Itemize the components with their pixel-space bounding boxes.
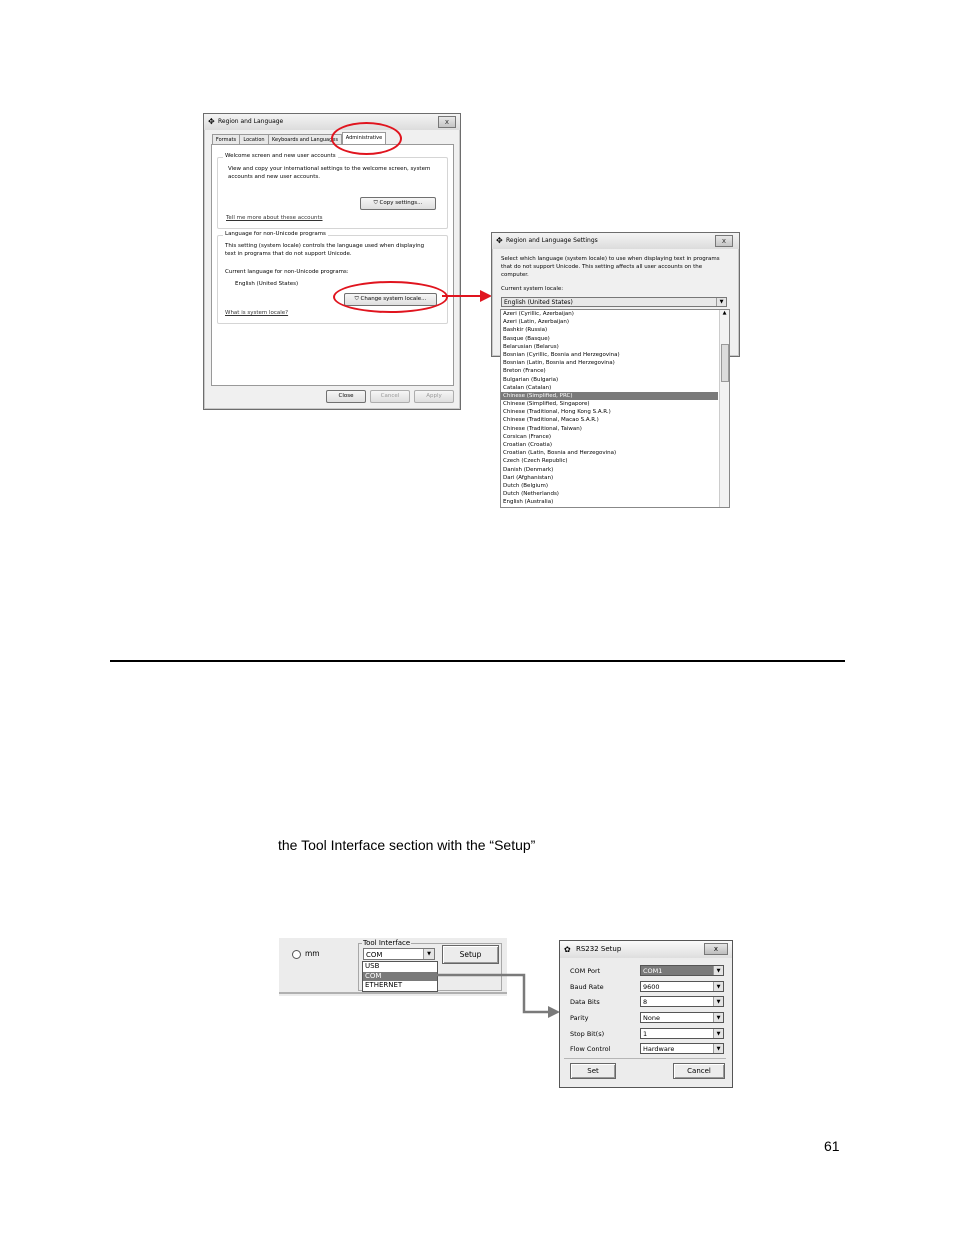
close-dialog-button[interactable]: Close xyxy=(326,390,366,403)
locale-list-item[interactable]: Azeri (Cyrillic, Azerbaijan) xyxy=(503,311,574,317)
close-button[interactable]: x xyxy=(715,235,733,247)
locale-list-item[interactable]: English (Australia) xyxy=(503,499,554,506)
chevron-down-icon[interactable]: ▼ xyxy=(713,1029,723,1038)
chevron-down-icon[interactable]: ▼ xyxy=(423,949,434,959)
locale-list-item[interactable]: Bashkir (Russia) xyxy=(503,327,548,334)
connector-arrow xyxy=(436,970,562,1020)
locale-list-item[interactable]: Chinese (Traditional, Macao S.A.R.) xyxy=(503,417,599,424)
baud-rate-label: Baud Rate xyxy=(570,983,604,991)
close-button[interactable]: x xyxy=(438,116,456,128)
welcome-group-label: Welcome screen and new user accounts xyxy=(225,153,336,159)
locale-dropdown-list[interactable] xyxy=(500,309,730,508)
locale-list-item[interactable]: Chinese (Traditional, Hong Kong S.A.R.) xyxy=(503,409,611,416)
region-language-dialog xyxy=(203,113,461,410)
shield-icon: ⛉ xyxy=(373,200,378,206)
data-bits-combo[interactable] xyxy=(640,996,724,1007)
unit-radio-label: mm xyxy=(305,949,320,958)
set-button[interactable]: Set xyxy=(570,1063,616,1079)
settings-dialog-titlebar[interactable] xyxy=(492,233,739,249)
com-port-label: COM Port xyxy=(570,967,601,975)
locale-list-item[interactable]: Dari (Afghanistan) xyxy=(503,474,554,481)
copy-settings-label: Copy settings... xyxy=(379,200,423,206)
globe-icon: ✥ xyxy=(208,117,215,126)
apply-button[interactable]: Apply xyxy=(414,390,454,403)
chevron-down-icon[interactable]: ▼ xyxy=(713,966,723,975)
baud-rate-combo[interactable] xyxy=(640,981,724,992)
option-ethernet[interactable]: ETHERNET xyxy=(365,981,403,989)
chevron-down-icon[interactable]: ▼ xyxy=(716,298,726,306)
globe-icon: ✥ xyxy=(496,236,503,245)
gear-icon: ✿ xyxy=(564,945,571,954)
tab-formats[interactable]: Formats xyxy=(212,134,240,145)
cancel-button[interactable]: Cancel xyxy=(370,390,410,403)
nonunicode-text-1: This setting (system locale) controls the language used when displaying xyxy=(225,243,425,249)
tab-administrative[interactable]: Administrative xyxy=(342,132,386,146)
system-locale-combo[interactable] xyxy=(501,297,727,307)
parity-label: Parity xyxy=(570,1014,589,1022)
page-number: 61 xyxy=(824,1138,840,1154)
scroll-thumb[interactable] xyxy=(721,344,729,382)
system-locale-combo-value: English (United States) xyxy=(504,299,573,306)
locale-list-item[interactable]: Corsican (France) xyxy=(503,433,552,440)
administrative-tab-highlight xyxy=(331,122,402,155)
locale-list-item[interactable]: Bosnian (Cyrillic, Bosnia and Herzegovina) xyxy=(503,351,620,358)
locale-list-item[interactable]: Chinese (Traditional, Taiwan) xyxy=(503,425,582,432)
current-language-value: English (United States) xyxy=(235,281,299,287)
shield-icon: ⛉ xyxy=(354,296,359,302)
option-com[interactable]: COM xyxy=(363,972,437,982)
scroll-up-icon[interactable]: ▲ xyxy=(722,310,727,316)
stop-bits-value: 1 xyxy=(643,1030,648,1038)
welcome-group xyxy=(217,153,448,229)
current-language-label: Current language for non-Unicode programs: xyxy=(225,269,349,275)
welcome-text-2: accounts and new user accounts. xyxy=(228,174,321,180)
settings-text-2: that do not support Unicode. This setting affects all user accounts on the xyxy=(501,264,703,270)
settings-dialog-title: Region and Language Settings xyxy=(506,237,598,244)
locale-list-item[interactable]: Azeri (Latin, Azerbaijan) xyxy=(503,319,570,326)
body-paragraph: the Tool Interface section with the “Setup” xyxy=(278,837,536,853)
chevron-down-icon[interactable]: ▼ xyxy=(713,1044,723,1053)
welcome-text-1: View and copy your international settings to the welcome screen, system xyxy=(228,166,431,172)
locale-list-item[interactable]: Dutch (Belgium) xyxy=(503,482,548,489)
locale-list-item[interactable]: Croatian (Latin, Bosnia and Herzegovina) xyxy=(503,450,617,457)
flow-control-value: Hardware xyxy=(643,1045,675,1053)
locale-list-item[interactable]: Danish (Denmark) xyxy=(503,466,554,473)
tab-keyboards-languages[interactable]: Keyboards and Languages xyxy=(268,134,342,145)
chevron-down-icon[interactable]: ▼ xyxy=(713,997,723,1006)
nonunicode-group-label: Language for non-Unicode programs xyxy=(225,231,326,237)
com-port-combo[interactable] xyxy=(640,965,724,976)
close-button[interactable]: x xyxy=(704,943,728,955)
stop-bits-label: Stop Bit(s) xyxy=(570,1030,605,1038)
locale-list-item[interactable]: Basque (Basque) xyxy=(503,335,550,342)
locale-list-item[interactable]: Catalan (Catalan) xyxy=(503,384,552,391)
what-is-system-locale-link[interactable]: What is system locale? xyxy=(225,310,289,316)
rs232-titlebar[interactable] xyxy=(560,941,732,958)
tell-me-more-link[interactable]: Tell me more about these accounts xyxy=(226,215,323,221)
rs232-cancel-button[interactable]: Cancel xyxy=(673,1063,725,1079)
unit-radio[interactable] xyxy=(292,950,301,959)
tool-interface-combo-value: COM xyxy=(366,951,383,959)
option-usb[interactable]: USB xyxy=(365,962,380,970)
locale-list-item[interactable]: Dutch (Netherlands) xyxy=(503,491,559,498)
tab-location[interactable]: Location xyxy=(239,134,269,145)
locale-list-item[interactable]: Croatian (Croatia) xyxy=(503,442,553,448)
locale-list-item[interactable]: Bulgarian (Bulgaria) xyxy=(503,376,559,383)
tool-interface-combo[interactable] xyxy=(363,948,435,960)
flow-control-label: Flow Control xyxy=(570,1045,611,1053)
chevron-down-icon[interactable]: ▼ xyxy=(713,1013,723,1022)
list-scrollbar[interactable] xyxy=(719,310,729,507)
locale-list-item[interactable]: Chinese (Simplified, Singapore) xyxy=(503,401,590,408)
tool-interface-dropdown[interactable] xyxy=(362,961,438,992)
current-system-locale-label: Current system locale: xyxy=(501,286,564,292)
rs232-divider xyxy=(564,1058,726,1059)
com-port-value: COM1 xyxy=(643,967,663,975)
copy-settings-button[interactable] xyxy=(360,197,436,210)
locale-list-items xyxy=(501,310,718,507)
data-bits-value: 8 xyxy=(643,998,648,1006)
administrative-panel xyxy=(211,144,454,386)
locale-list-item[interactable]: Breton (France) xyxy=(503,368,546,375)
locale-list-item[interactable]: Bosnian (Latin, Bosnia and Herzegovina) xyxy=(503,360,615,367)
change-locale-highlight xyxy=(333,281,448,313)
baud-rate-value: 9600 xyxy=(643,983,660,991)
locale-list-item[interactable]: Chinese (Simplified, PRC) xyxy=(501,392,718,400)
nonunicode-text-2: text in programs that do not support Unicode. xyxy=(225,251,352,257)
chevron-down-icon[interactable]: ▼ xyxy=(713,982,723,991)
flow-control-combo[interactable] xyxy=(640,1043,724,1054)
locale-list-item[interactable]: Czech (Czech Republic) xyxy=(503,458,568,465)
region-dialog-titlebar[interactable] xyxy=(204,114,460,130)
settings-text-3: computer. xyxy=(501,272,529,278)
rs232-setup-dialog xyxy=(559,940,733,1088)
stop-bits-combo[interactable] xyxy=(640,1028,724,1039)
section-divider xyxy=(110,660,845,662)
data-bits-label: Data Bits xyxy=(570,998,600,1006)
change-system-locale-label: Change system locale... xyxy=(360,296,427,302)
tool-interface-label: Tool Interface xyxy=(363,939,411,947)
region-dialog-title: Region and Language xyxy=(218,118,284,125)
setup-button[interactable]: Setup xyxy=(442,945,499,964)
locale-list-item[interactable]: Belarusian (Belarus) xyxy=(503,343,559,350)
red-arrow xyxy=(442,288,494,304)
settings-text-1: Select which language (system locale) to use when displaying text in programs xyxy=(501,256,720,262)
rs232-title: RS232 Setup xyxy=(576,945,622,953)
parity-combo[interactable] xyxy=(640,1012,724,1023)
parity-value: None xyxy=(643,1014,660,1022)
